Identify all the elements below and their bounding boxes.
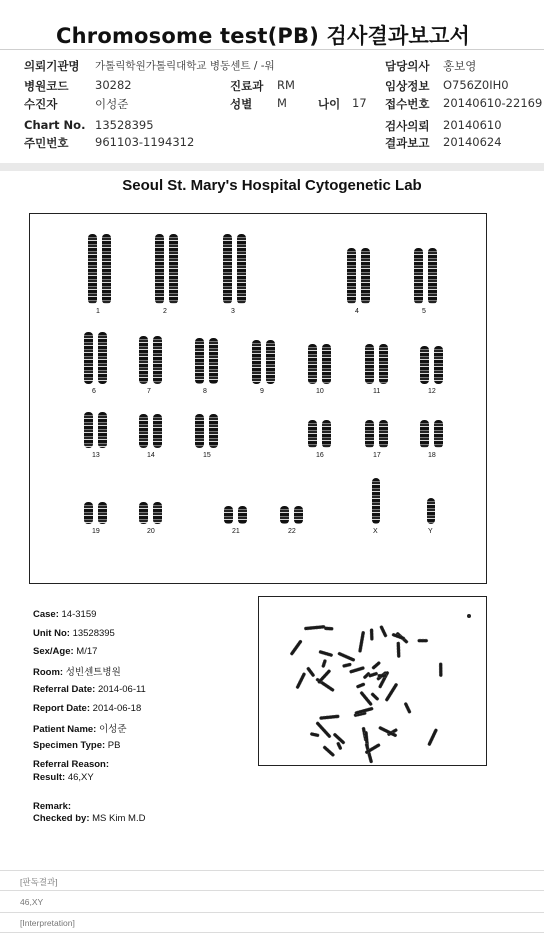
header-label: Chart No. (24, 118, 86, 132)
chromosome-label: Y (428, 528, 433, 535)
chromosome-label: 19 (92, 528, 100, 535)
referral-date-label: Referral Date: (33, 684, 96, 695)
room-value: 성빈센트병원 (65, 667, 121, 678)
metaphase-chromosome (397, 642, 401, 658)
chromosome (224, 506, 233, 524)
chromosome (98, 502, 107, 524)
header-value: 961103-1194312 (95, 135, 195, 149)
unit-label: Unit No: (33, 628, 70, 639)
case-label: Case: (33, 609, 59, 620)
age-value: 17 (352, 96, 367, 110)
metaphase-chromosome (439, 663, 442, 677)
chromosome-label: 18 (428, 452, 436, 459)
checked-value: MS Kim M.D (92, 813, 146, 824)
chromosome-label: 10 (316, 388, 324, 395)
unit-value: 13528395 (72, 628, 115, 639)
result-row (33, 772, 94, 783)
chromosome-label: 11 (373, 388, 381, 395)
metaphase-chromosome (304, 625, 325, 630)
report-date-row (33, 703, 141, 714)
result-value: 46,XY (67, 772, 94, 783)
patient-label: Patient Name: (33, 724, 97, 735)
chromosome-label: 9 (260, 388, 264, 395)
chromosome-label: 7 (147, 388, 151, 395)
chromosome-label: 12 (428, 388, 436, 395)
header-label: 담당의사 (385, 59, 430, 73)
metaphase-chromosome (379, 625, 387, 638)
chromosome-label: 8 (203, 388, 207, 395)
metaphase-chromosome (385, 683, 399, 702)
chromosome (420, 346, 429, 384)
header-value: RM (277, 78, 295, 92)
metaphase-chromosome (319, 650, 334, 657)
chromosome-label: 13 (92, 452, 100, 459)
header-label: 수진자 (24, 97, 58, 111)
chromosome (98, 412, 107, 448)
chromosome (322, 344, 331, 384)
sexage-label: Sex/Age: (33, 646, 74, 657)
metaphase-debris (467, 614, 471, 618)
chromosome (223, 234, 232, 304)
chromosome (266, 340, 275, 384)
chromosome (84, 412, 93, 448)
chromosome (98, 332, 107, 384)
chromosome-label: 15 (203, 452, 211, 459)
header-value: 20140610-22169 (443, 96, 543, 110)
chromosome (195, 338, 204, 384)
metaphase-chromosome (404, 702, 412, 714)
metaphase-chromosome (342, 663, 352, 668)
footer-divider (0, 932, 544, 933)
chromosome (84, 502, 93, 524)
header-label: 성별 (230, 97, 253, 111)
metaphase-chromosome (356, 682, 366, 688)
chromosome (427, 498, 435, 524)
metaphase-chromosome (427, 728, 438, 746)
metaphase-chromosome (306, 666, 315, 677)
metaphase-chromosome (349, 666, 365, 674)
metaphase-chromosome (290, 639, 303, 655)
metaphase-chromosome (378, 674, 387, 677)
referral-date-row (33, 684, 146, 695)
header-value: M (277, 96, 287, 110)
remark-label: Remark: (33, 801, 72, 812)
metaphase-chromosome (321, 659, 327, 668)
chromosome (365, 344, 374, 384)
checked-row (33, 813, 145, 824)
chromosome-label: X (373, 528, 378, 535)
patient-row (33, 721, 127, 735)
chromosome (209, 338, 218, 384)
unit-row (33, 628, 115, 639)
metaphase-chromosome (359, 691, 373, 706)
chromosome (252, 340, 261, 384)
result-label: Result: (33, 772, 66, 783)
chromosome (237, 234, 246, 304)
metaphase-chromosome (358, 631, 365, 653)
specimen-row (33, 740, 120, 751)
header-value: 가톨릭학원가톨릭대학교 병동센트 / -워 (95, 60, 275, 72)
metaphase-image (258, 596, 487, 766)
metaphase-chromosome (295, 672, 306, 689)
patient-value: 이성준 (99, 724, 127, 735)
metaphase-chromosome (310, 732, 320, 737)
chromosome-label: 22 (288, 528, 296, 535)
header-value: O756Z0IH0 (443, 78, 509, 92)
chromosome-label: 3 (231, 308, 235, 315)
metaphase-chromosome (370, 629, 374, 641)
chromosome-label: 17 (373, 452, 381, 459)
metaphase-chromosome (322, 745, 335, 757)
header-label: 접수번호 (385, 97, 430, 111)
chromosome (428, 248, 437, 304)
chromosome (238, 506, 247, 524)
checked-label: Checked by: (33, 813, 90, 824)
header-label: 의뢰기관명 (24, 59, 80, 73)
footer-divider (0, 912, 544, 913)
chromosome (139, 414, 148, 448)
chromosome (434, 420, 443, 448)
header-divider-top (0, 49, 544, 50)
chromosome (102, 234, 111, 304)
header-label: 검사의뢰 (385, 119, 430, 133)
age-label: 나이 (318, 97, 341, 111)
chromosome (153, 336, 162, 384)
chromosome (195, 414, 204, 448)
metaphase-chromosome (319, 715, 339, 720)
judgement-value: 46,XY (20, 897, 44, 907)
case-row (33, 609, 96, 620)
chromosome-label: 20 (147, 528, 155, 535)
chromosome (414, 248, 423, 304)
chromosome (280, 506, 289, 524)
metaphase-chromosome (371, 661, 381, 670)
metaphase-chromosome (324, 627, 333, 631)
chromosome (294, 506, 303, 524)
footer-divider (0, 890, 544, 891)
metaphase-chromosome (418, 639, 428, 642)
specimen-label: Specimen Type: (33, 740, 106, 751)
chromosome (139, 336, 148, 384)
metaphase-chromosome (317, 669, 331, 684)
section-separator (0, 163, 544, 171)
interpretation-label: [Interpretation] (20, 918, 75, 928)
header-label: 결과보고 (385, 136, 430, 150)
chromosome-label: 2 (163, 308, 167, 315)
chromosome (153, 414, 162, 448)
footer-divider (0, 870, 544, 871)
chromosome-label: 6 (92, 388, 96, 395)
chromosome-label: 4 (355, 308, 359, 315)
chromosome (379, 420, 388, 448)
case-value: 14-3159 (61, 609, 97, 620)
report-date-value: 2014-06-18 (92, 703, 142, 714)
referral-date-value: 2014-06-11 (97, 684, 146, 695)
chromosome-label: 16 (316, 452, 324, 459)
chromosome (434, 346, 443, 384)
referral-reason-label: Referral Reason: (33, 759, 110, 770)
room-label: Room: (33, 667, 64, 678)
header-label: 주민번호 (24, 136, 69, 150)
header-label: 병원코드 (24, 79, 69, 93)
chromosome (209, 414, 218, 448)
chromosome (88, 234, 97, 304)
lab-title: Seoul St. Mary's Hospital Cytogenetic Lab (122, 177, 422, 194)
header-value: 30282 (95, 78, 132, 92)
chromosome-label: 5 (422, 308, 426, 315)
report-title: Chromosome test(PB) 검사결과보고서 (56, 24, 470, 48)
chromosome (308, 420, 317, 448)
header-value: 이성준 (95, 97, 129, 111)
header-label: 임상정보 (385, 79, 430, 93)
chromosome (347, 248, 356, 304)
header-value: 13528395 (95, 118, 154, 132)
chromosome-label: 1 (96, 308, 100, 315)
metaphase-chromosome (337, 652, 355, 662)
sexage-row (33, 646, 97, 657)
room-row (33, 664, 121, 678)
header-value: 홍보영 (443, 59, 477, 73)
karyotype-image (29, 213, 487, 584)
referral-reason-row (33, 759, 109, 770)
chromosome (379, 344, 388, 384)
metaphase-chromosome (370, 692, 379, 701)
metaphase-spread (259, 597, 485, 764)
sexage-value: M/17 (76, 646, 98, 657)
chromosome (361, 248, 370, 304)
judgement-label: [판독결과] (20, 877, 58, 887)
chromosome (372, 478, 380, 524)
chromosome (420, 420, 429, 448)
chromosome-label: 14 (147, 452, 155, 459)
header-label: 진료과 (230, 79, 264, 93)
metaphase-chromosome (315, 678, 335, 693)
report-date-label: Report Date: (33, 703, 91, 714)
header-value: 20140610 (443, 118, 502, 132)
chromosome (308, 344, 317, 384)
chromosome (155, 234, 164, 304)
specimen-value: PB (107, 740, 121, 751)
chromosome (153, 502, 162, 524)
chromosome (169, 234, 178, 304)
remark-row (33, 801, 71, 812)
chromosome (84, 332, 93, 384)
chromosome (322, 420, 331, 448)
chromosome-label: 21 (232, 528, 240, 535)
header-value: 20140624 (443, 135, 502, 149)
chromosome (139, 502, 148, 524)
chromosome (365, 420, 374, 448)
